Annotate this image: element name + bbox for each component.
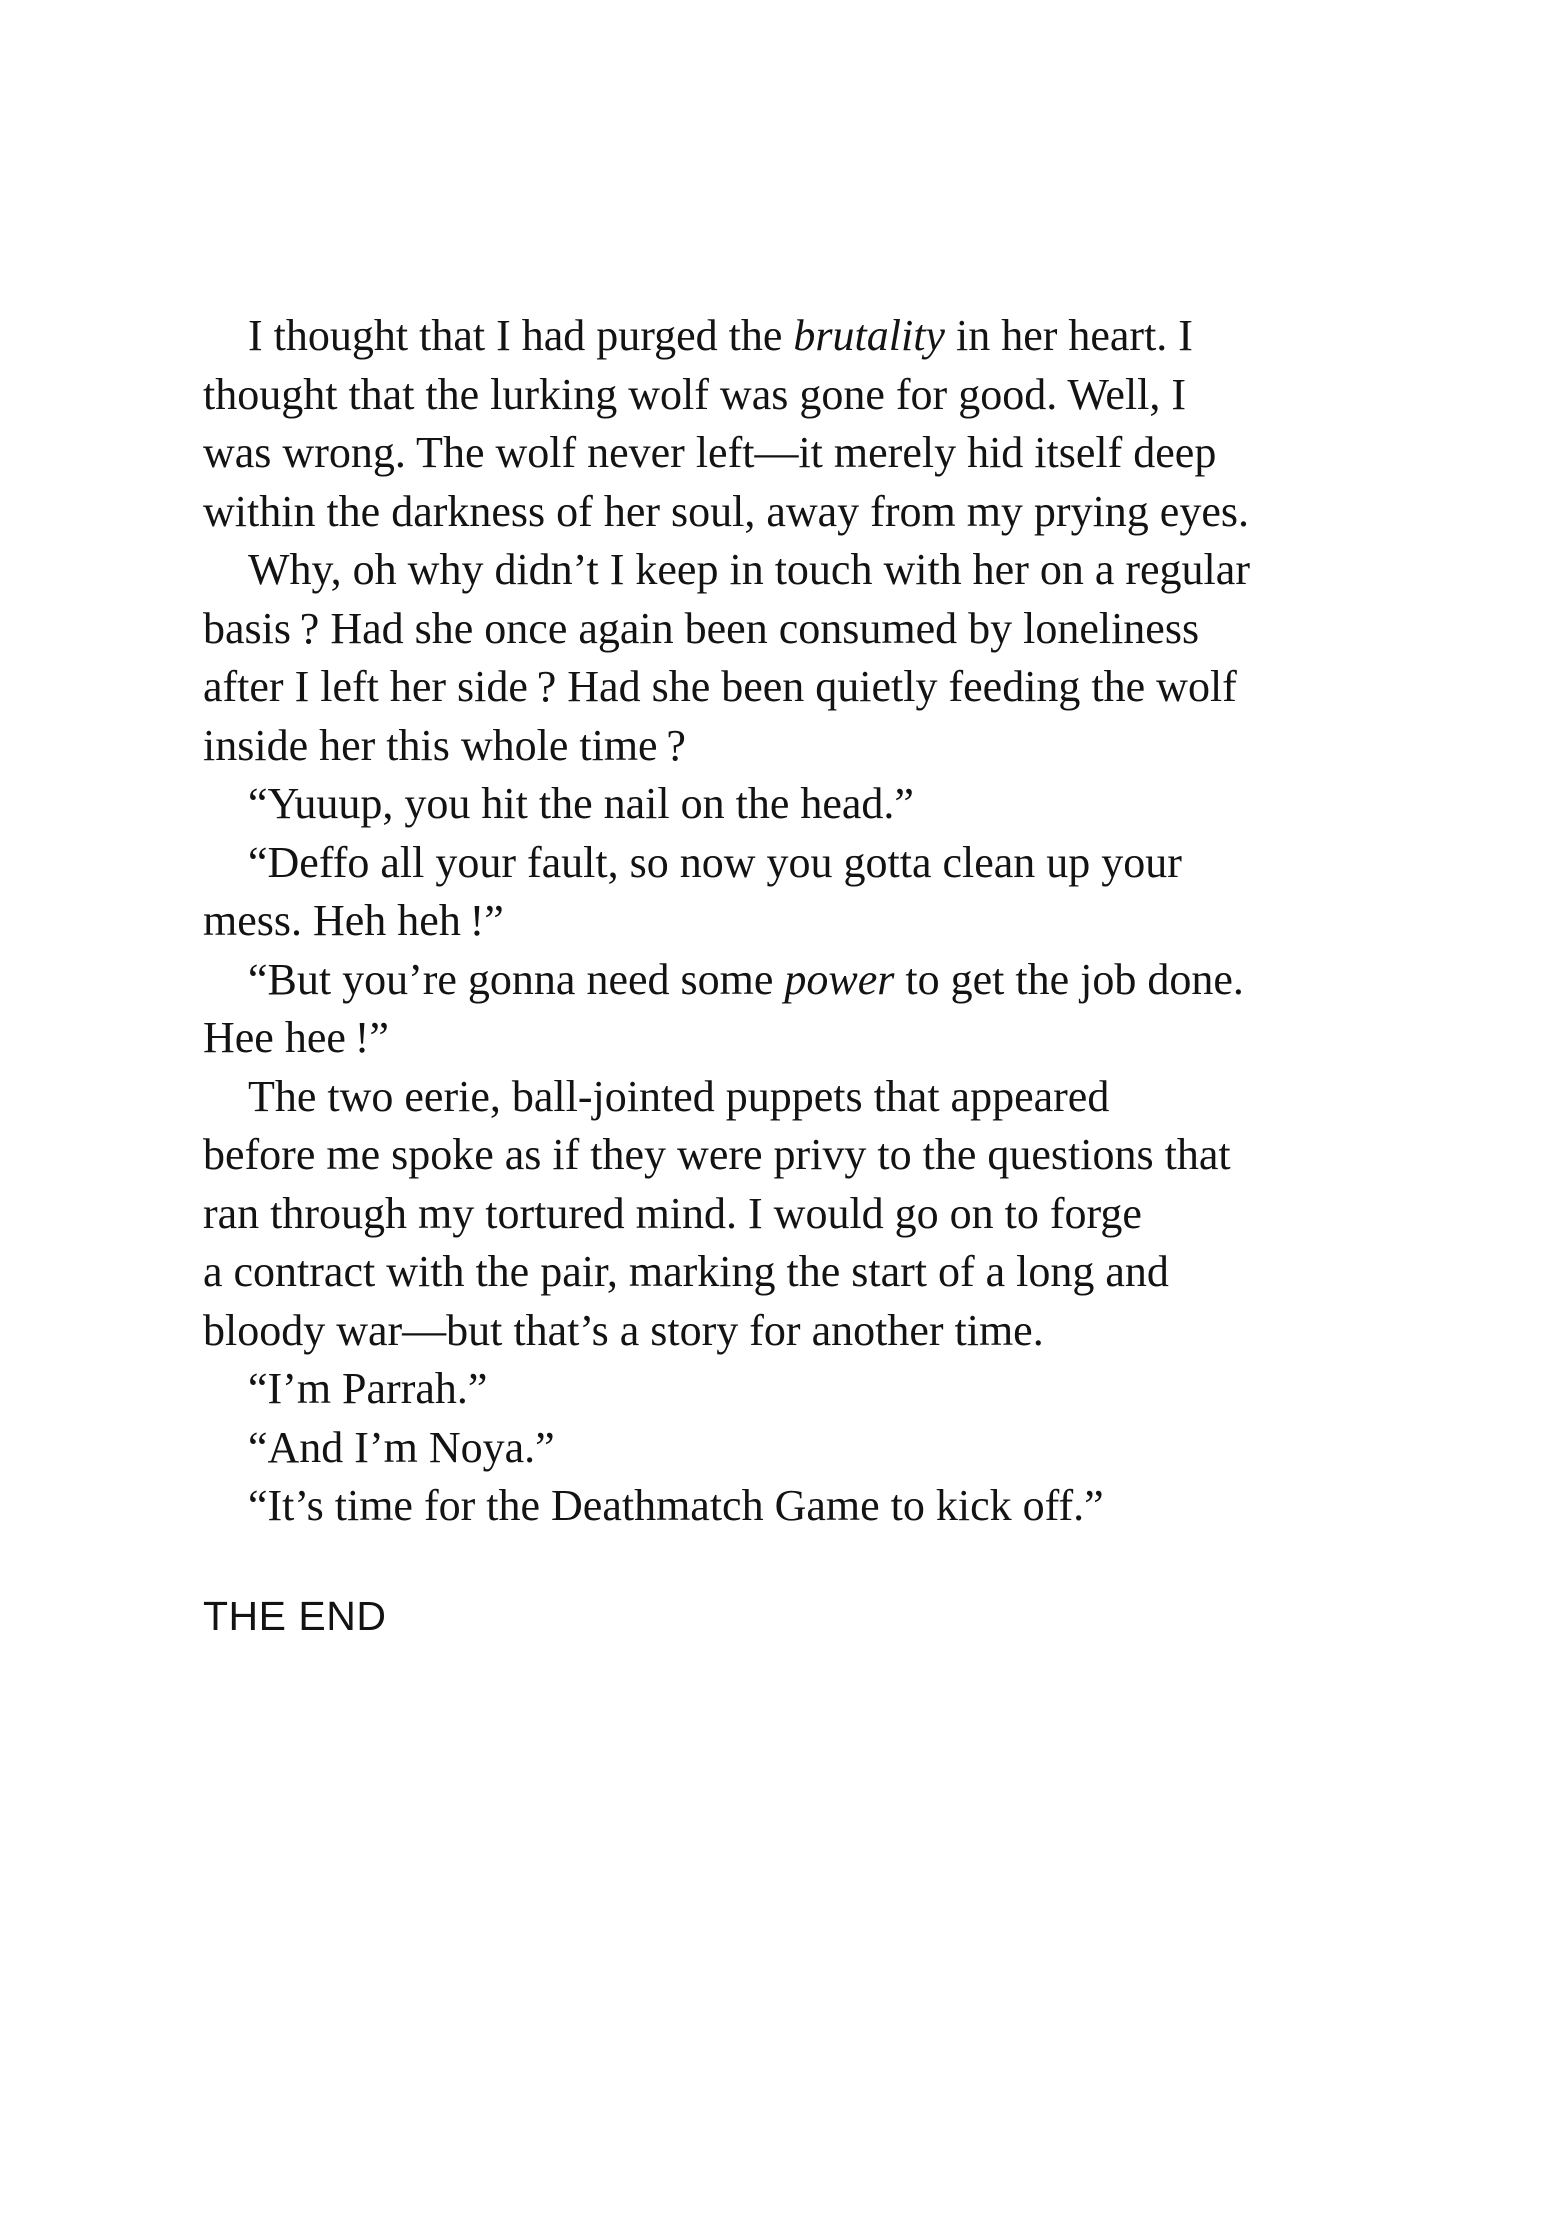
- text-line: mess. Heh heh !”: [203, 896, 504, 945]
- text-line: after I left her side ? Had she been quietly feeding the wolf: [203, 662, 1237, 711]
- text-line: Hee hee !”: [203, 1013, 389, 1062]
- paragraph: [203, 834, 1378, 951]
- text-line: “Deffo all your fault, so now you gotta clean up your: [248, 837, 1182, 887]
- text-line: thought that the lurking wolf was gone for good. Well, I: [203, 369, 1187, 419]
- text-line: “It’s time for the Deathmatch Game to kick off.”: [248, 1481, 1104, 1530]
- the-end-label: THE END: [203, 1592, 387, 1639]
- text-line: “And I’m Noya.”: [248, 1422, 555, 1472]
- text-line: The two eerie, ball-jointed puppets that appeared: [248, 1071, 1110, 1121]
- paragraph: [203, 1360, 1378, 1419]
- text-line: “Yuuup, you hit the nail on the head.”: [248, 779, 914, 828]
- text-line: within the darkness of her soul, away from my prying eyes.: [203, 486, 1249, 536]
- paragraph: [203, 541, 1378, 775]
- paragraph: [203, 1068, 1378, 1361]
- paragraph: [203, 1419, 1378, 1478]
- text-line: “I’m Parrah.”: [248, 1364, 488, 1413]
- paragraph: [203, 951, 1378, 1068]
- text-line: Why, oh why didn’t I keep in touch with her on a regular: [248, 545, 1250, 594]
- text-line: before me spoke as if they were privy to the questions that: [203, 1130, 1231, 1179]
- paragraph: [203, 775, 1378, 834]
- paragraph: [203, 307, 1378, 541]
- text-line: I thought that I had purged the brutality in her heart. I: [248, 311, 1193, 360]
- text-line: ran through my tortured mind. I would go on to forge: [203, 1188, 1142, 1238]
- text-line: a contract with the pair, marking the start of a long and: [203, 1247, 1169, 1296]
- story-paragraphs: [203, 307, 1378, 1536]
- text-line: was wrong. The wolf never left—it merely hid itself deep: [203, 428, 1217, 477]
- story-text: [203, 307, 1378, 1641]
- paragraph: [203, 1477, 1378, 1536]
- text-line: inside her this whole time ?: [203, 720, 686, 770]
- text-line: “But you’re gonna need some power to get the job done.: [248, 954, 1244, 1004]
- text-line: bloody war—but that’s a story for another time.: [203, 1305, 1044, 1355]
- text-line: basis ? Had she once again been consumed by loneliness: [203, 603, 1200, 653]
